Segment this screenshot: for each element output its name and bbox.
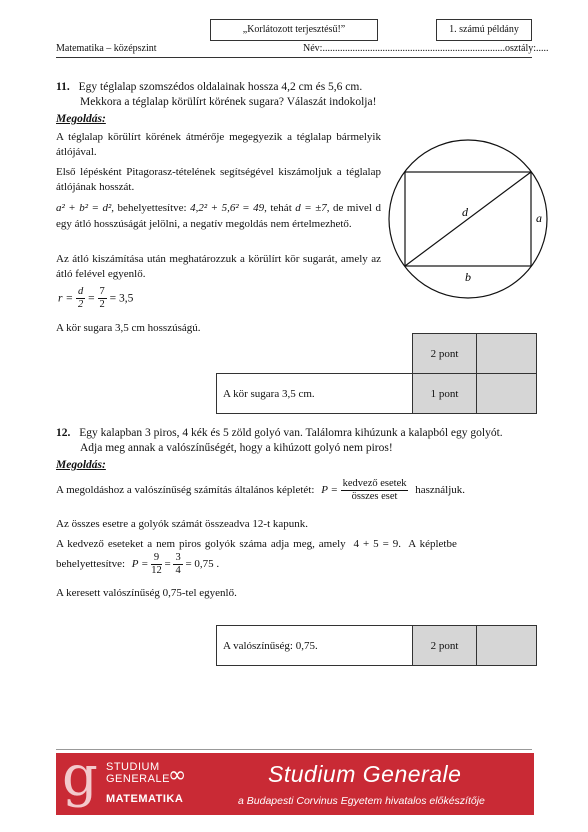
q11-question: [56, 80, 536, 110]
q11-text-line1: Egy téglalap szomszédos oldalainak hossza 4,2 cm és 5,6 cm.: [78, 81, 363, 93]
q11-p4: Az átló kiszámítása után meghatározzuk a körülírt kör sugarát, amely az átló felével egyenlő.: [56, 253, 381, 280]
fraction-d-over-2: [76, 286, 85, 311]
q12-p3-pre: behelyettesítve:: [56, 558, 126, 570]
header-rule: [56, 56, 532, 58]
q12-p2: Az összes esetre a golyók számát összeadva 12-t kapunk.: [56, 518, 309, 530]
frac-num: 9: [151, 552, 162, 565]
radius-formula: r = $\frac{d}{2}$ = $\frac{7}{2}$ = 3,5: [58, 286, 134, 310]
substitution-formula: 4,2² + 5,6² = 49: [190, 202, 265, 214]
logo-line1: STUDIUM: [106, 761, 160, 773]
table-row: [217, 334, 537, 374]
q11-solution-heading: Megoldás:: [56, 113, 106, 125]
q11-text-line2: Mekkora a téglalap körülírt körének sugara? Válaszát indokolja!: [80, 96, 377, 108]
q12-p1-pre: A megoldáshoz a valószínűség számítás általános képletét:: [56, 484, 315, 496]
r-result: = 3,5: [109, 292, 134, 305]
q11-p5: A kör sugara 3,5 cm hosszúságú.: [56, 322, 201, 334]
answer-cell: A kör sugara 3,5 cm.: [217, 374, 413, 414]
score-cell: 2 pont: [413, 334, 477, 374]
q12-score-table: [216, 625, 537, 666]
table-row: [217, 374, 537, 414]
q12-p3-result: = 0,75 .: [185, 558, 220, 570]
copy-label: 1. számú példány: [436, 19, 532, 41]
grade-cell: [477, 334, 537, 374]
answer-cell: A valószínűség: 0,75.: [217, 626, 413, 666]
footer-banner: [56, 744, 534, 815]
circumscribed-circle-diagram: [383, 133, 553, 303]
q12-p4: A keresett valószínűség 0,75-tel egyenlő.: [56, 587, 237, 599]
diagonal-result: d = ±7: [295, 202, 327, 214]
pythagoras-formula: a² + b² = d²: [56, 202, 112, 214]
frac-den: 2: [78, 299, 84, 310]
restricted-label: „Korlátozott terjesztésű!”: [210, 19, 378, 41]
q11-p3: [56, 200, 381, 232]
p-lhs: P =: [131, 558, 149, 570]
q11-p3-end: , de mivel d egy átló hosszúságát jelölni, a negatív megoldás nem értelmezhető.: [56, 202, 381, 230]
logo-line2: GENERALE: [106, 773, 170, 785]
empty-cell: [217, 334, 413, 374]
footer-title: Studium Generale: [268, 761, 462, 787]
q11-p2: Első lépésként Pitagorasz-tételének segítségével kiszámoljuk a téglalap átlójának hosszát.: [56, 166, 381, 193]
name-field: Név:.........................................................................osztály:.....: [303, 43, 549, 54]
footer-subtitle: a Budapesti Corvinus Egyetem hivatalos előkészítője: [238, 795, 485, 807]
q11-p1: A téglalap körülírt körének átmérője megegyezik a téglalap bármelyik átlójával.: [56, 131, 381, 158]
q11-p3-mid2: , tehát: [264, 202, 296, 214]
fraction-7-over-2: [98, 286, 107, 311]
q12-solution-heading: Megoldás:: [56, 459, 106, 471]
probability-formula-fraction: [341, 478, 409, 503]
q12-p1-post: használjuk.: [415, 484, 466, 496]
label-d: d: [462, 205, 468, 219]
frac-num: 3: [175, 552, 181, 563]
subject-label: Matematika – középszint: [56, 43, 157, 54]
frac-num: d: [78, 286, 84, 297]
grade-cell: [477, 374, 537, 414]
frac-den: 2: [99, 299, 105, 310]
q11-number: 11.: [56, 81, 70, 93]
footer-rule: [56, 749, 532, 750]
frac-num: 7: [99, 286, 105, 297]
score-cell: 2 pont: [413, 626, 477, 666]
label-b: b: [465, 270, 471, 284]
q11-p3-mid: , behelyettesítve:: [111, 202, 191, 214]
frac-num: kedvező esetek: [342, 478, 407, 489]
frac-den: összes eset: [351, 491, 398, 502]
grade-cell: [477, 626, 537, 666]
fraction-9-over-12: [151, 552, 162, 577]
q12-number: 12.: [56, 427, 71, 439]
table-row: [217, 626, 537, 666]
logo-line3: MATEMATIKA: [106, 793, 184, 805]
frac-den: 4: [175, 565, 181, 576]
diagonal-line: [405, 172, 531, 266]
q12-text-line1: Egy kalapban 3 piros, 4 kék és 5 zöld golyó van. Találomra kihúzunk a kalapból egy golyót.: [79, 427, 503, 439]
q11-score-table: [216, 333, 537, 414]
score-cell: 1 pont: [413, 374, 477, 414]
q12-text-line2: Adja meg annak a valószínűségét, hogy a kihúzott golyó nem piros!: [80, 442, 393, 454]
q12-question: [56, 426, 546, 456]
frac-den: 12: [151, 565, 162, 576]
q12-p1: [56, 478, 465, 503]
q12-p3-line1: A kedvező eseteket a nem piros golyók száma adja meg, amely 4 + 5 = 9. A képletbe: [56, 538, 457, 550]
q12-p3-line2: behelyettesítve: P = $\frac{9}{12}$ = $\frac{3}{4}$ = 0,75 .: [56, 552, 220, 576]
logo-g-letter: g: [62, 744, 98, 809]
r-lhs: r =: [58, 292, 74, 305]
fraction-3-over-4: [173, 552, 182, 577]
label-a: a: [536, 211, 542, 225]
p-lhs: P =: [321, 484, 338, 496]
infinity-icon: ∞: [168, 763, 187, 788]
